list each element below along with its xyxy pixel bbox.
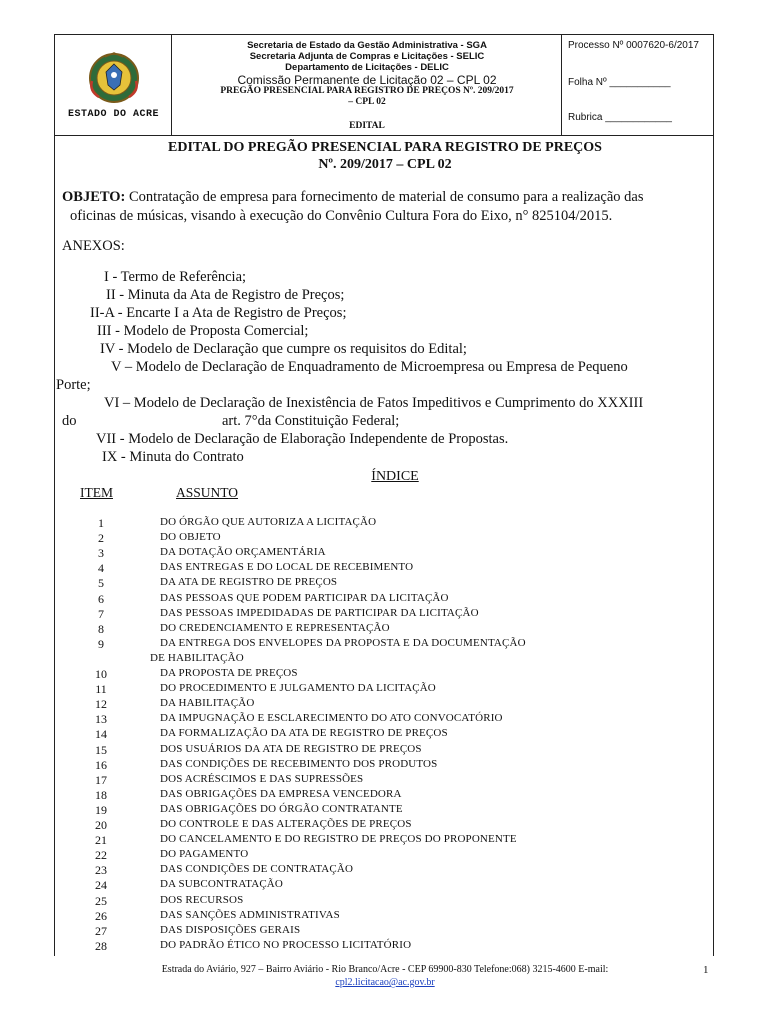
index-item-number: 16: [95, 758, 107, 772]
process-number: Processo Nº 0007620-6/2017: [568, 40, 699, 51]
index-item-number: 12: [95, 697, 107, 711]
document-subtitle: Nº. 209/2017 – CPL 02: [318, 157, 452, 172]
annex-item: III - Modelo de Proposta Comercial;: [97, 323, 309, 339]
index-item-number: 23: [95, 863, 107, 877]
index-item-subject: DO CANCELAMENTO E DO REGISTRO DE PREÇOS DO PROPONENTE: [160, 833, 517, 845]
index-item-subject: DA SUBCONTRATAÇÃO: [160, 878, 283, 890]
header-commission: Comissão Permanente de Licitação 02 – CPL 02: [237, 73, 497, 87]
index-item-subject: DE HABILITAÇÃO: [150, 652, 244, 664]
index-item-subject: DA PROPOSTA DE PREÇOS: [160, 667, 298, 679]
index-item-number: 7: [98, 607, 104, 621]
state-coat-of-arms-icon: [87, 51, 141, 105]
index-item-number: 15: [95, 743, 107, 757]
index-item-number: 28: [95, 939, 107, 953]
index-column-subject: ASSUNTO: [176, 485, 239, 500]
index-item-number: 21: [95, 833, 107, 847]
index-item-number: 27: [95, 924, 107, 938]
index-item-subject: DA DOTAÇÃO ORÇAMENTÁRIA: [160, 546, 326, 558]
index-item-subject: DOS USUÁRIOS DA ATA DE REGISTRO DE PREÇOS: [160, 743, 422, 755]
index-item-subject: DA IMPUGNAÇÃO E ESCLARECIMENTO DO ATO CONVOCATÓRIO: [160, 712, 503, 724]
index-item-number: 26: [95, 909, 107, 923]
annex-item: I - Termo de Referência;: [104, 269, 247, 285]
index-item-subject: DOS RECURSOS: [160, 894, 244, 906]
index-item-subject: DAS OBRIGAÇÕES DA EMPRESA VENCEDORA: [160, 788, 402, 800]
index-item-subject: DAS CONDIÇÕES DE RECEBIMENTO DOS PRODUTOS: [160, 758, 438, 770]
index-item-subject: DO ÓRGÃO QUE AUTORIZA A LICITAÇÃO: [160, 516, 377, 528]
index-item-number: 8: [98, 622, 104, 636]
footer-address: Estrada do Aviário, 927 – Bairro Aviário - Rio Branco/Acre - CEP 69900-830 Telefone:068) 3215-4600 E-mail:: [161, 964, 609, 975]
page-sheet-field: Folha Nº ___________: [568, 77, 671, 88]
footer-email-line: [0, 977, 770, 988]
index-item-subject: DAS PESSOAS IMPEDIDADAS DE PARTICIPAR DA LICITAÇÃO: [160, 607, 479, 619]
footer-email-link[interactable]: cpl2.licitacao@ac.gov.br: [335, 977, 435, 988]
annexes-heading: ANEXOS:: [62, 238, 125, 254]
index-item-number: 20: [95, 818, 107, 832]
index-item-number: 14: [95, 727, 107, 741]
header-line: PREGÃO PRESENCIAL PARA REGISTRO DE PREÇOS Nº. 209/2017: [220, 86, 514, 96]
index-item-subject: DA ENTREGA DOS ENVELOPES DA PROPOSTA E DA DOCUMENTAÇÃO: [160, 637, 526, 649]
annex-item: V – Modelo de Declaração de Enquadramento de Microempresa ou Empresa de Pequeno: [111, 359, 628, 375]
annex-item: VII - Modelo de Declaração de Elaboração Independente de Propostas.: [96, 431, 509, 447]
index-item-number: 24: [95, 878, 107, 892]
index-item-subject: DO PAGAMENTO: [160, 848, 249, 860]
index-item-subject: DO CONTROLE E DAS ALTERAÇÕES DE PREÇOS: [160, 818, 412, 830]
object-label: OBJETO:: [62, 189, 126, 205]
header-line: Secretaria Adjunta de Compras e Licitações - SELIC: [249, 51, 485, 62]
annex-item: II-A - Encarte I a Ata de Registro de Preços;: [90, 305, 347, 321]
header-line: Secretaria de Estado da Gestão Administrativa - SGA: [247, 40, 487, 51]
index-item-number: 2: [98, 531, 104, 545]
index-item-subject: DA FORMALIZAÇÃO DA ATA DE REGISTRO DE PREÇOS: [160, 727, 448, 739]
annex-item: do: [62, 413, 77, 429]
annex-item: IV - Modelo de Declaração que cumpre os requisitos do Edital;: [100, 341, 467, 357]
index-item-number: 22: [95, 848, 107, 862]
object-paragraph: [62, 188, 644, 207]
header-edital: EDITAL: [349, 121, 385, 131]
object-paragraph-cont: oficinas de músicas, visando à execução do Convênio Cultura Fora do Eixo, n° 825104/2015.: [70, 208, 613, 224]
index-item-subject: DAS SANÇÕES ADMINISTRATIVAS: [160, 909, 340, 921]
header-line: Departamento de Licitações - DELIC: [285, 62, 449, 73]
annex-item: VI – Modelo de Declaração de Inexistência de Fatos Impeditivos e Cumprimento do XXXIII: [104, 395, 644, 411]
index-item-subject: DAS DISPOSIÇÕES GERAIS: [160, 924, 301, 936]
index-heading: ÍNDICE: [371, 469, 419, 484]
page-number: 1: [703, 964, 709, 976]
index-item-number: 5: [98, 576, 104, 590]
document-header: [54, 34, 714, 136]
annex-item: IX - Minuta do Contrato: [102, 449, 244, 465]
index-item-number: 25: [95, 894, 107, 908]
index-item-number: 3: [98, 546, 104, 560]
index-item-subject: DO PROCEDIMENTO E JULGAMENTO DA LICITAÇÃO: [160, 682, 436, 694]
index-item-subject: DAS ENTREGAS E DO LOCAL DE RECEBIMENTO: [160, 561, 414, 573]
index-item-subject: DAS CONDIÇÕES DE CONTRATAÇÃO: [160, 863, 354, 875]
header-process-cell: [562, 35, 713, 135]
index-item-subject: DO PADRÃO ÉTICO NO PROCESSO LICITATÓRIO: [160, 939, 412, 951]
header-line: – CPL 02: [348, 97, 386, 107]
index-item-subject: DA HABILITAÇÃO: [160, 697, 255, 709]
annex-item: art. 7°da Constituição Federal;: [222, 413, 400, 429]
index-item-number: 13: [95, 712, 107, 726]
signature-field: Rubrica ____________: [568, 112, 672, 123]
index-item-subject: DO OBJETO: [160, 531, 221, 543]
index-item-number: 9: [98, 637, 104, 651]
header-agency-cell: [172, 35, 562, 135]
index-item-subject: DAS OBRIGAÇÕES DO ÓRGÃO CONTRATANTE: [160, 803, 403, 815]
index-item-number: 11: [95, 682, 107, 696]
annex-item: II - Minuta da Ata de Registro de Preços;: [106, 287, 345, 303]
annex-item: Porte;: [56, 377, 91, 393]
index-item-subject: DA ATA DE REGISTRO DE PREÇOS: [160, 576, 338, 588]
index-item-subject: DOS ACRÉSCIMOS E DAS SUPRESSÕES: [160, 773, 364, 785]
index-item-number: 19: [95, 803, 107, 817]
object-text: Contratação de empresa para fornecimento de material de consumo para a realização das: [125, 189, 644, 205]
index-column-item: ITEM: [80, 485, 113, 500]
index-item-number: 10: [95, 667, 107, 681]
index-item-number: 1: [98, 516, 104, 530]
index-item-number: 17: [95, 773, 107, 787]
index-item-subject: DO CREDENCIAMENTO E REPRESENTAÇÃO: [160, 622, 390, 634]
index-item-subject: DAS PESSOAS QUE PODEM PARTICIPAR DA LICITAÇÃO: [160, 592, 449, 604]
document-title: EDITAL DO PREGÃO PRESENCIAL PARA REGISTRO DE PREÇOS: [168, 140, 602, 155]
index-item-number: 6: [98, 592, 104, 606]
index-item-number: 18: [95, 788, 107, 802]
state-name: ESTADO DO ACRE: [67, 109, 159, 120]
index-item-number: 4: [98, 561, 104, 575]
header-logo-cell: [55, 35, 172, 135]
